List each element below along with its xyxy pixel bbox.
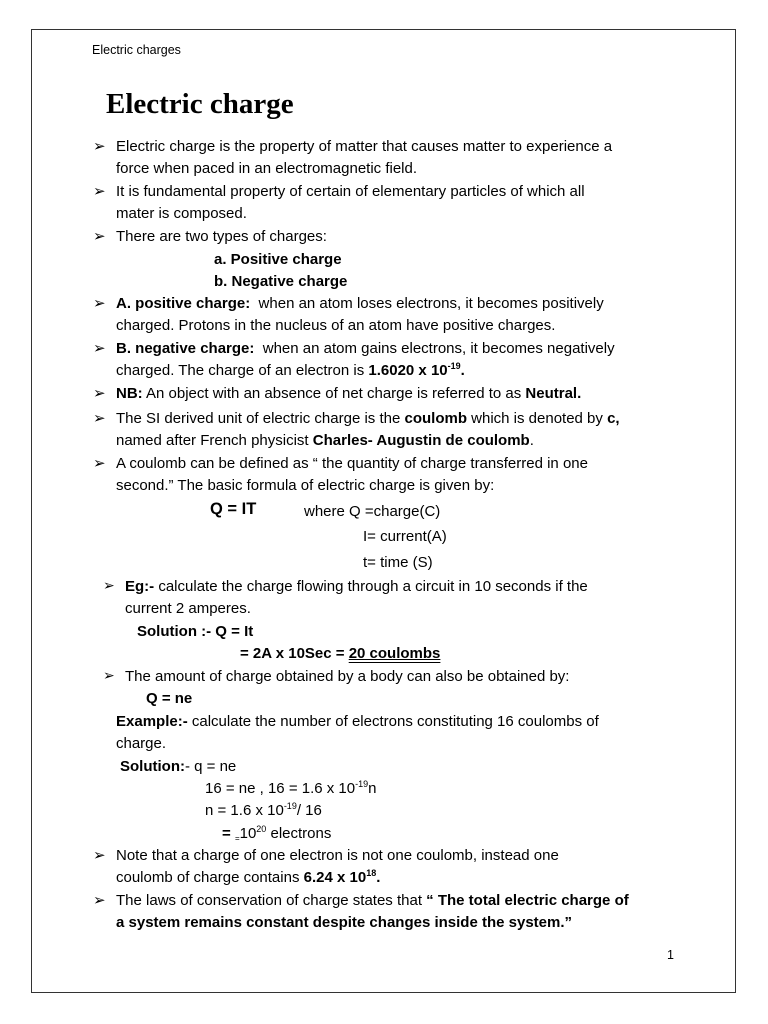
example-2-line-2: charge. xyxy=(116,735,167,752)
example-1-solution: Solution :- Q = It xyxy=(137,623,254,640)
formula-current: I= current(A) xyxy=(363,528,447,545)
solution-step-2: n = 1.6 x $10^{-19}/$ 16 xyxy=(205,801,322,819)
example-1-line-1: Eg:- calculate the charge flowing through a circuit in 10 seconds if the xyxy=(125,578,588,595)
bullet-2-line-1: It is fundamental property of certain of elementary particles of which all xyxy=(116,183,585,200)
note-2-line-2: a system remains constant despite changes inside the system.” xyxy=(116,914,573,931)
bullet-8-line-1: A coulomb can be defined as “ the quantity of charge transferred in one xyxy=(116,455,588,472)
qne-bullet: The amount of charge obtained by a body can also be obtained by: xyxy=(125,668,570,685)
bullet-3: There are two types of charges: xyxy=(116,228,327,245)
bullet-arrow-icon: ➢ xyxy=(93,455,106,472)
bullet-5-line-1: B. negative charge: when an atom gains electrons, it becomes negatively xyxy=(116,340,615,357)
bullet-arrow-icon: ➢ xyxy=(93,892,106,909)
bullet-8-line-2: second.” The basic formula of electric charge is given by: xyxy=(116,477,495,494)
bullet-arrow-icon: ➢ xyxy=(103,577,115,593)
bullet-arrow-icon: ➢ xyxy=(93,228,106,245)
bullet-1-line-1: Electric charge is the property of matter that causes matter to experience a xyxy=(116,138,613,155)
page-title: Electric charge xyxy=(106,88,294,120)
bullet-6: NB: An object with an absence of net charge is referred to as Neutral. xyxy=(116,385,582,402)
bullet-4-line-1: A. positive charge: when an atom loses electrons, it becomes positively xyxy=(116,295,604,312)
note-1-line-1: Note that a charge of one electron is not one coulomb, instead one xyxy=(116,847,559,864)
charge-type-negative: b. Negative charge xyxy=(214,273,348,290)
bullet-4-line-2: charged. Protons in the nucleus of an atom have positive charges. xyxy=(116,317,556,334)
bullet-5-line-2: charged. The charge of an electron is 1.6020 x $10^{-19}$. xyxy=(116,361,465,379)
note-2-line-1: The laws of conservation of charge states that “ The total electric charge of xyxy=(116,892,629,909)
formula-time: t= time (S) xyxy=(363,554,433,571)
bullet-arrow-icon: ➢ xyxy=(93,295,106,312)
note-1-line-2: coulomb of charge contains 6.24 x $10^{18}$. xyxy=(116,868,381,886)
charge-type-positive: a. Positive charge xyxy=(214,251,342,268)
solution-step-1: 16 = ne , 16 = 1.6 x $10^{-19}n$ xyxy=(205,779,377,797)
bullet-arrow-icon: ➢ xyxy=(93,340,106,357)
bullet-arrow-icon: ➢ xyxy=(93,385,106,402)
formula-q-it: Q = IT xyxy=(210,500,257,518)
formula-where: where Q =charge(C) xyxy=(304,503,441,520)
qne-formula: Q = ne xyxy=(146,690,193,707)
example-1-answer: = 2A x 10Sec = 20 coulombs xyxy=(240,645,441,662)
bullet-7-line-1: The SI derived unit of electric charge is the coulomb which is denoted by c, xyxy=(116,410,620,427)
example-2-line-1: Example:- calculate the number of electrons constituting 16 coulombs of xyxy=(116,713,599,730)
bullet-1-line-2: force when paced in an electromagnetic field. xyxy=(116,160,418,177)
page-number: 1 xyxy=(667,948,674,962)
bullet-arrow-icon: ➢ xyxy=(103,667,115,683)
bullet-arrow-icon: ➢ xyxy=(93,847,106,864)
example-1-line-2: current 2 amperes. xyxy=(125,600,251,617)
bullet-arrow-icon: ➢ xyxy=(93,138,106,155)
bullet-2-line-2: mater is composed. xyxy=(116,205,247,222)
bullet-arrow-icon: ➢ xyxy=(93,410,106,427)
example-2-solution: Solution:- q = ne xyxy=(120,758,237,775)
bullet-7-line-2: named after French physicist Charles- Augustin de coulomb. xyxy=(116,432,534,449)
running-header: Electric charges xyxy=(92,43,181,57)
bullet-arrow-icon: ➢ xyxy=(93,183,106,200)
solution-step-3: = $_=10^{20}$ electrons xyxy=(222,824,332,843)
